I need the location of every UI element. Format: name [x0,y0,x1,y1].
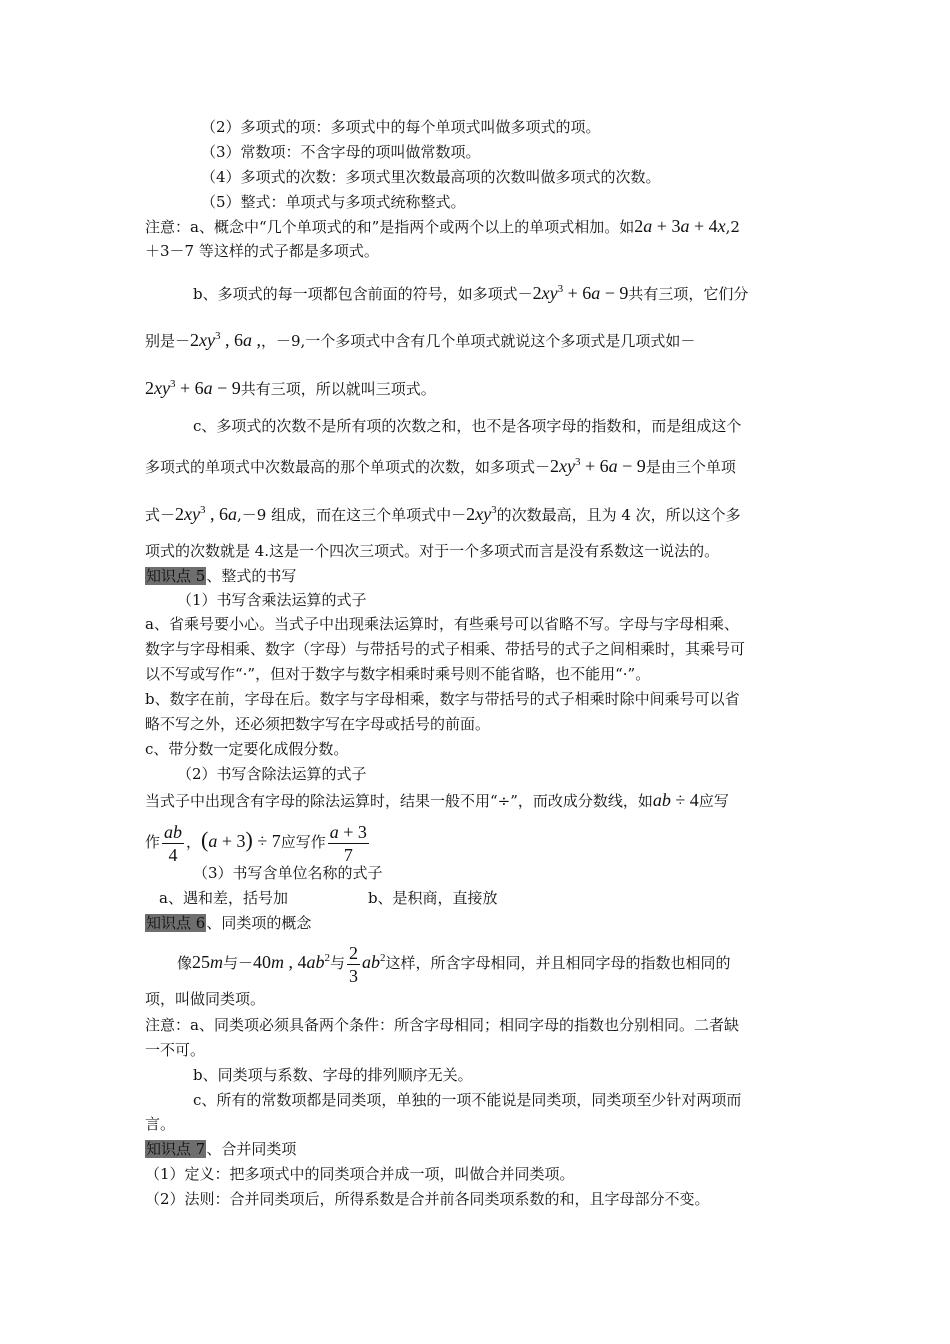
note-c-line4: 项式的次数就是 4.这是一个四次三项式。对于一个多项式而言是没有系数这一说法的。 [145,542,720,560]
formula-poly: $2xy^3 + 6a - 9$ [532,283,629,303]
note-a-line2: ＋3－7 等这样的式子都是多项式。 [145,242,379,260]
rule-c: c、带分数一定要化成假分数。 [145,740,349,758]
section-heading-6: 知识点 6、同类项的概念 [146,914,312,932]
sub-heading-units: （3）书写含单位名称的式子 [193,864,383,882]
formula-poly2: $2xy^3 + 6a - 9$ [145,378,241,398]
division-line1: 当式子中出现含有字母的除法运算时，结果一般不用“÷”，而改成分数线，如ab ÷ 4应写 [145,790,729,810]
like-terms-note-a-line1: 注意：a、同类项必须具备两个条件：所含字母相同；相同字母的指数也分别相同。二者缺 [145,1016,739,1034]
like-terms-note-c-line1: c、所有的常数项都是同类项，单独的一项不能说是同类项，同类项至少针对两项而 [193,1091,742,1109]
rule-a-line1: a、省乘号要小心。当式子中出现乘法运算时，有些乘号可以省略不写。字母与字母相乘、 [145,615,739,633]
formula-term1: $2xy^3$ , 6a , [190,330,261,350]
rule-a-line3: 以不写或写作“·”，但对于数字与数字相乘时乘号则不能省略，也不能用“·”。 [145,665,651,683]
note-c-line1: c、多项式的次数不是所有项的次数之和，也不是各项字母的指数和，而是组成这个 [193,417,742,435]
item-constant-term: （3）常数项：不含字母的项叫做常数项。 [201,143,481,161]
note-c-line2: 多项式的单项式中次数最高的那个单项式的次数，如多项式$-2xy^3 + 6a - 9$是由三个单项 [145,456,736,476]
formula-ab-div-4: ab ÷ 4 [652,790,699,810]
note-c-line3: 式$-2xy^3$ , 6a,－9 组成，而在这三个单项式中$-2xy^3$的次数最高，且为 4 次，所以这个多 [145,504,741,524]
section-heading-7: 知识点 7、合并同类项 [146,1140,297,1158]
fraction-2-over-3: $\frac{2}{3}$ [349,942,359,986]
fraction-a-plus-3-over-7: $\frac{a + 3}{7}$ [329,821,367,865]
formula-terms2: $2xy^3$ , 6a [175,504,237,524]
like-terms-note-b: b、同类项与系数、字母的排列顺序无关。 [193,1066,473,1084]
rule-b-line1: b、数字在前，字母在后。数字与字母相乘，数字与带括号的式子相乘时除中间乘号可以省 [145,690,740,708]
like-terms-definition-line2: 项，叫做同类项。 [145,990,266,1008]
combine-definition: （1）定义：把多项式中的同类项合并成一项，叫做合并同类项。 [145,1165,575,1183]
formula-40m-4ab2: 40m , $4ab^2$ [253,952,331,972]
division-line2: 作 $\frac{ab}{4}$ ，(a + 3) ÷ 7应写作 $\frac{a + 3}{7}$ [145,821,367,865]
fraction-ab-over-4: $\frac{ab}{4}$ [164,821,183,865]
note-b-line3: $2xy^3 + 6a - 9$共有三项，所以就叫三项式。 [145,378,436,398]
note-b-line2: 别是$-2xy^3$ , 6a ,，－9,一个多项式中含有几个单项式就说这个多项式是几项式如－ [145,330,696,350]
formula-a-plus-3-div-7: (a + 3) ÷ 7 [201,827,281,852]
formula-poly3: $2xy^3 + 6a - 9$ [550,456,646,476]
like-terms-note-c-line2: 言。 [145,1115,176,1133]
item-polynomial-term: （2）多项式的项：多项式中的每个单项式叫做多项式的项。 [201,118,601,136]
item-integral-expression: （5）整式：单项式与多项式统称整式。 [201,193,466,211]
formula-ab2: $ab^2$ [362,952,386,972]
sub-heading-division: （2）书写含除法运算的式子 [177,765,367,783]
rule-a-line2: 数字与字母相乘、数字（字母）与带括号的式子相乘、带括号的式子之间相乘时，其乘号可 [145,640,746,658]
knowledge-point-7-label: 知识点 7 [146,1140,206,1158]
knowledge-point-5-label: 知识点 5 [146,567,206,585]
rule-b-line2: 略不写之外，还必须把数字写在字母或括号的前面。 [145,715,491,733]
formula-25m: 25m [192,952,224,972]
note-a-line1: 注意：a、概念中“几个单项式的和”是指两个或两个以上的单项式相加。如2a + 3a + 4x,2 [145,216,740,236]
formula-term2: $2xy^3$ [466,504,497,524]
like-terms-definition-line1: 像25m与－40m , $4ab^2$与 $\frac{2}{3}$ $ab^2$这样，所含字母相同，并且相同字母的指数也相同的 [177,942,731,986]
section-heading-5: 知识点 5、整式的书写 [146,567,297,585]
like-terms-note-a-line2: 一不可。 [145,1041,206,1059]
knowledge-point-6-label: 知识点 6 [146,914,206,932]
item-polynomial-degree: （4）多项式的次数：多项式里次数最高项的次数叫做多项式的次数。 [201,168,661,186]
units-rules: a、遇和差，括号加 b、是积商，直接放 [159,889,498,907]
note-b-line1: b、多项式的每一项都包含前面的符号，如多项式$-2xy^3 + 6a - 9$共有三项，它们分 [193,283,749,303]
combine-rule: （2）法则：合并同类项后，所得系数是合并前各同类项系数的和，且字母部分不变。 [145,1190,710,1208]
formula-sum: 2a + 3a + 4x [634,216,726,236]
sub-heading-multiplication: （1）书写含乘法运算的式子 [177,591,367,609]
